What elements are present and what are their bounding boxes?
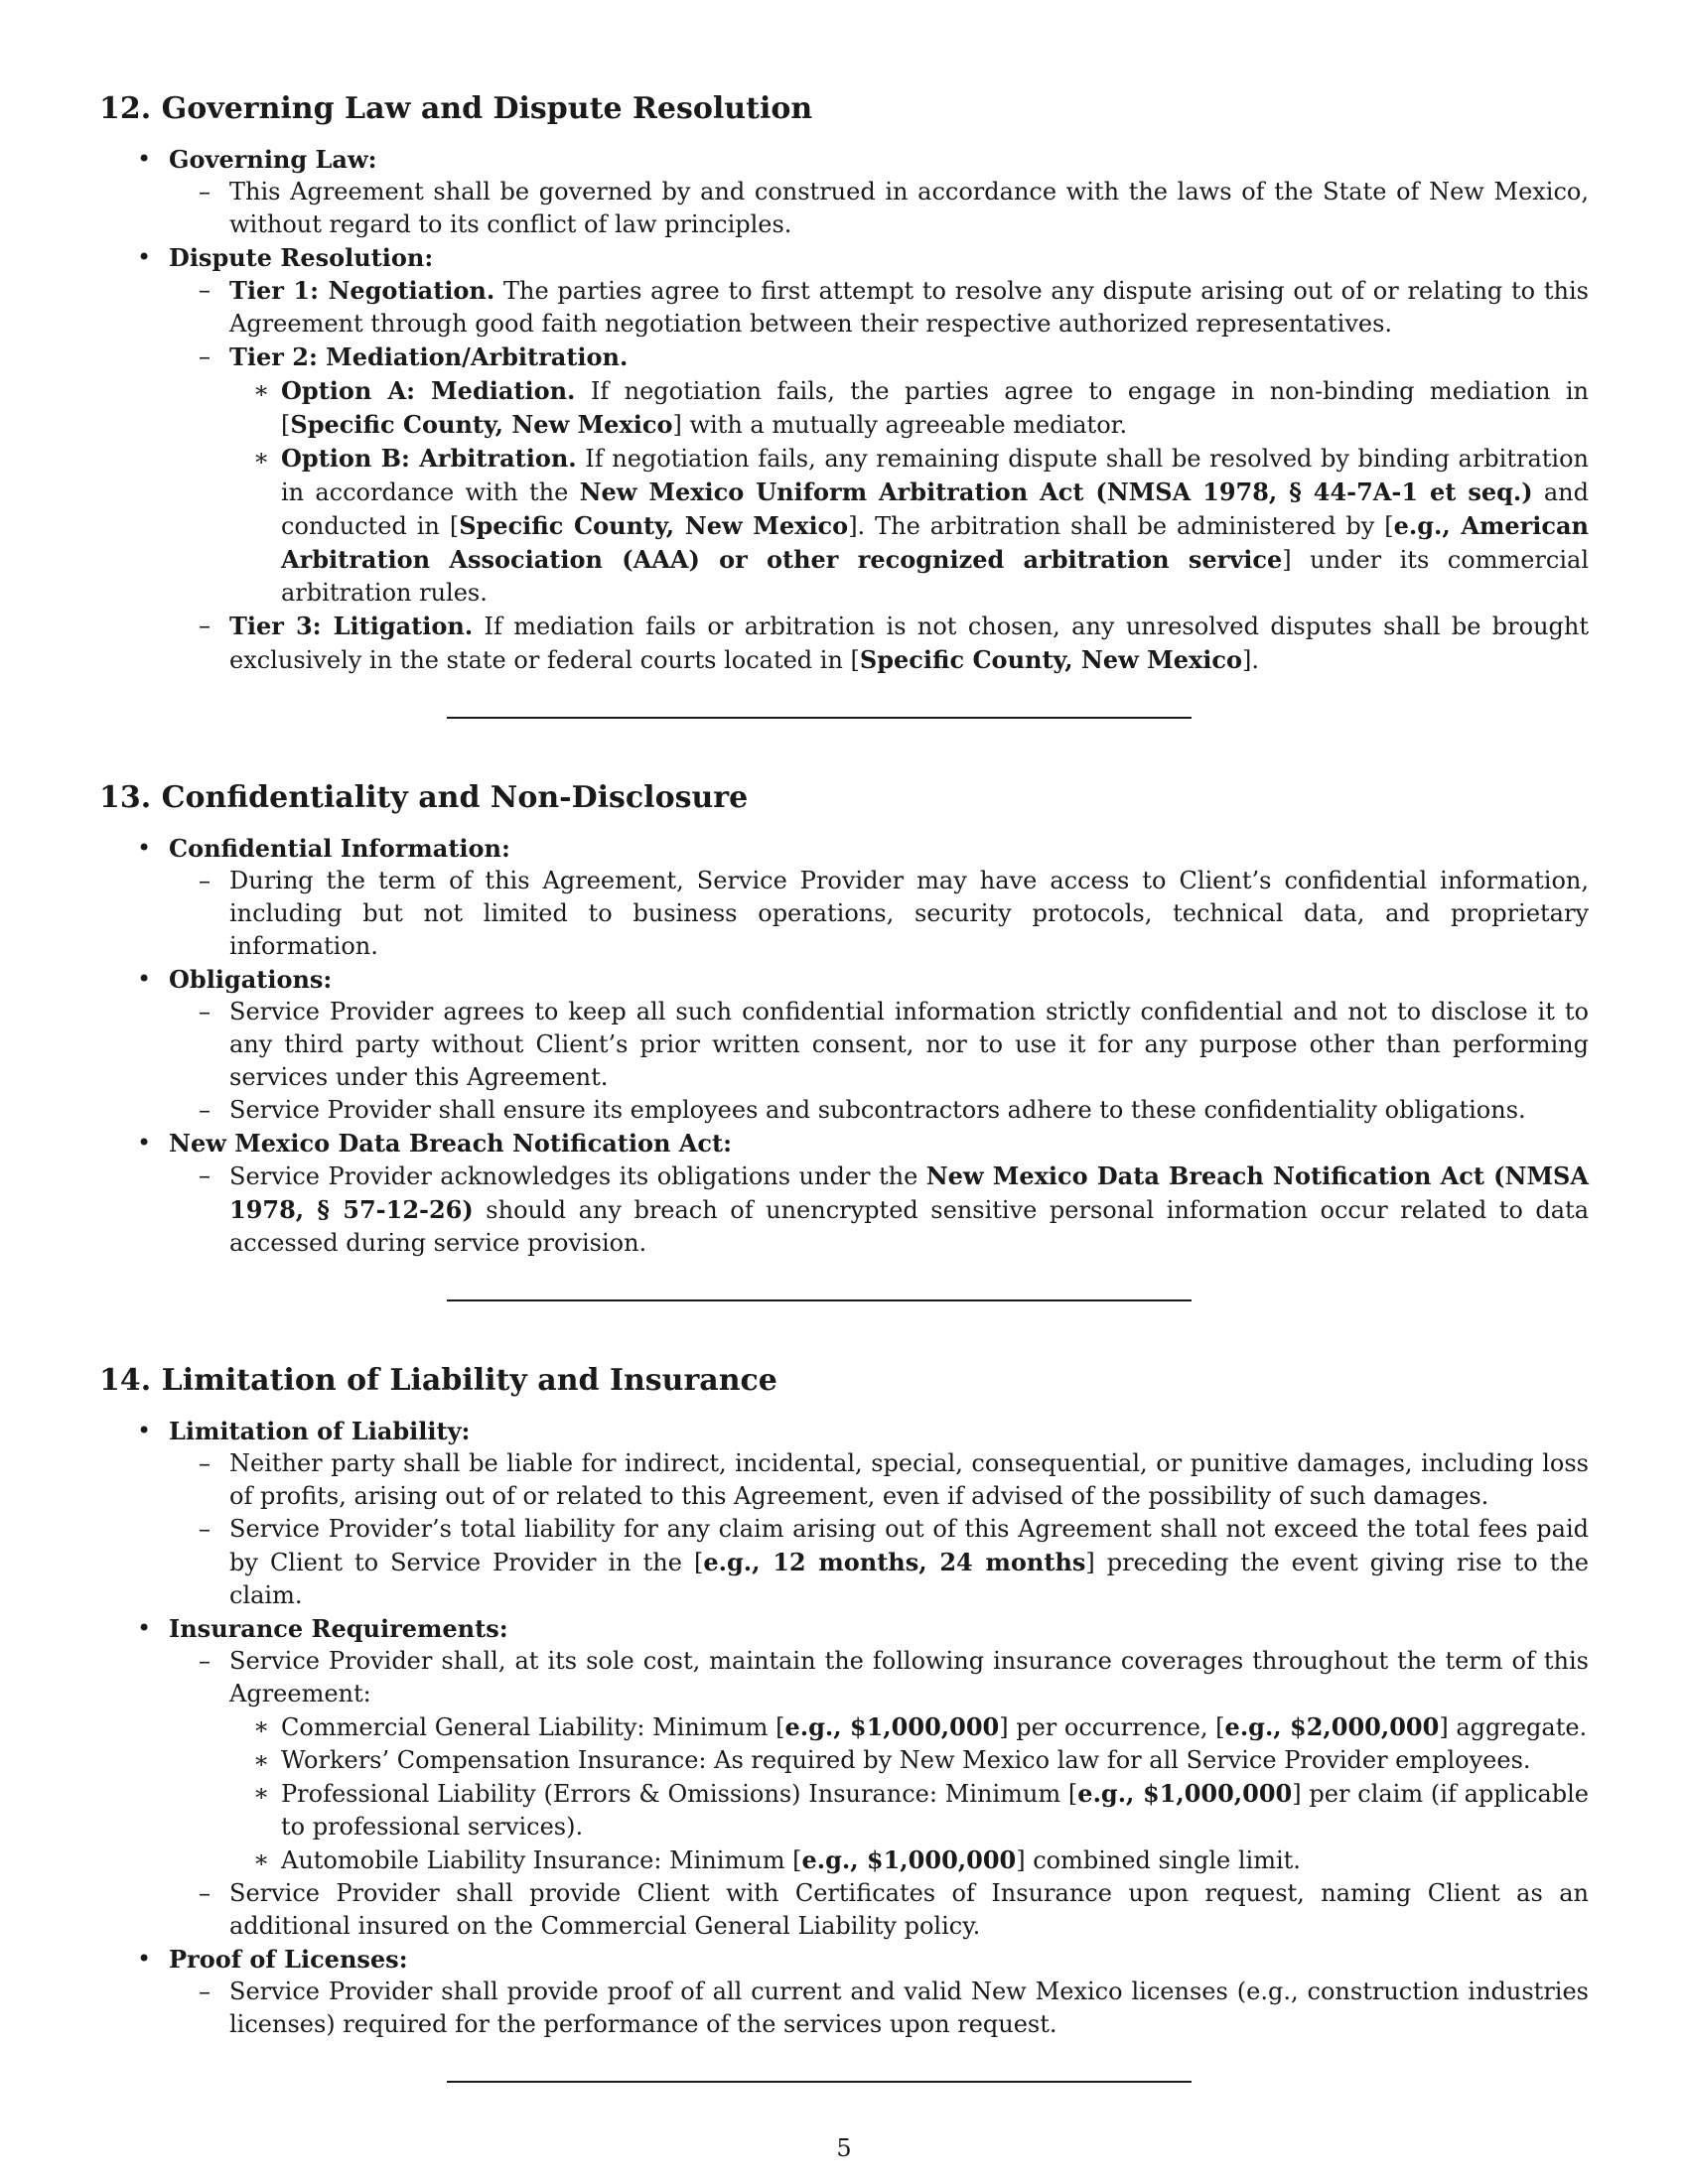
sub-item xyxy=(169,176,1589,241)
statute-reference: New Mexico Uniform Arbitration Act (NMSA 1978, § 44-7A-1 et seq.) xyxy=(579,478,1533,506)
section-title: 12. Governing Law and Dispute Resolution xyxy=(99,91,813,126)
sub-item xyxy=(169,1877,1589,1943)
sub-item xyxy=(169,1447,1589,1513)
item-text: Workers’ Compensation Insurance: As required by New Mexico law for all Service Provider employees. xyxy=(281,1746,1531,1774)
section-13 xyxy=(99,780,1589,1301)
item-text: The parties agree to first attempt to resolve any dispute arising out of or relating to this Agreement through good faith negotiation between their respective authorized representatives. xyxy=(229,277,1589,338)
list-item xyxy=(99,1127,1589,1260)
section-divider xyxy=(447,717,1192,719)
tier-label: Tier 3: Litigation. xyxy=(229,612,474,640)
item-text: ]. The arbitration shall be administered by [ xyxy=(848,512,1394,540)
list-item xyxy=(99,1612,1589,1943)
sub-item xyxy=(169,274,1589,341)
list-item xyxy=(99,963,1589,1127)
coverage-item xyxy=(229,1777,1589,1843)
sub-item xyxy=(169,341,1589,610)
coverage-item xyxy=(229,1710,1589,1744)
item-label: • Insurance Requirements: xyxy=(169,1614,508,1643)
sub-item xyxy=(169,996,1589,1094)
item-text: ] under its commercial arbitration rules. xyxy=(281,546,1589,607)
item-text: If negotiation fails, the parties agree to engage in non-binding mediation in [ xyxy=(281,377,1590,439)
item-text: Commercial General Liability: Minimum [ xyxy=(281,1713,785,1741)
statute-reference: New Mexico Data Breach Notification Act (NMSA 1978, § 57-12-26) xyxy=(229,1161,1589,1224)
page-number: 5 xyxy=(836,2134,852,2162)
item-text: ] aggregate. xyxy=(1439,1713,1588,1741)
placeholder-text: Specific County, New Mexico xyxy=(290,410,673,439)
section-12 xyxy=(99,91,1589,719)
item-text: This Agreement shall be governed by and construed in accordance with the laws of the State of New Mexico, without regard to its conflict of law principles. xyxy=(229,178,1589,238)
item-label: • Proof of Licenses: xyxy=(169,1945,408,1974)
item-text: should any breach of unencrypted sensitive personal information occur related to data accessed during service provision. xyxy=(229,1196,1590,1257)
item-text: Automobile Liability Insurance: Minimum [ xyxy=(281,1846,802,1874)
section-title: 14. Limitation of Liability and Insurance xyxy=(99,1363,777,1398)
option-label: Option A: Mediation. xyxy=(281,376,576,405)
section-title: 13. Confidentiality and Non-Disclosure xyxy=(99,780,749,815)
option-item xyxy=(229,442,1589,610)
item-text: ] per claim (if applicable to professional services). xyxy=(281,1780,1590,1841)
option-item xyxy=(229,374,1589,442)
list-item xyxy=(99,1415,1589,1612)
placeholder-text: e.g., $2,000,000 xyxy=(1224,1712,1440,1741)
list-item xyxy=(99,832,1589,963)
item-text: Service Provider shall provide Client with Certificates of Insurance upon request, naming Client as an additional insured on the Commercial General Liability policy. xyxy=(229,1879,1589,1940)
list-item xyxy=(99,143,1589,241)
tier-label: Tier 1: Negotiation. xyxy=(229,276,495,305)
item-label: • Confidential Information: xyxy=(169,834,510,863)
item-text: Service Provider agrees to keep all such confidential information strictly confidential and not to disclose it to any third party without Client’s prior written consent, nor to use it for any purpose other than performing services under this Agreement. xyxy=(229,998,1589,1091)
sub-item xyxy=(169,1160,1589,1260)
item-text: If mediation fails or arbitration is not chosen, any unresolved disputes shall be brought exclusively in the state or federal courts located in [ xyxy=(229,613,1590,674)
placeholder-text: e.g., $1,000,000 xyxy=(784,1712,1000,1741)
item-text: Service Provider shall, at its sole cost, maintain the following insurance coverages throughout the term of this Agreement: xyxy=(229,1647,1589,1707)
placeholder-text: e.g., $1,000,000 xyxy=(1077,1779,1293,1808)
item-label: • Limitation of Liability: xyxy=(169,1417,471,1445)
sub-item xyxy=(169,1513,1589,1612)
list-item xyxy=(99,1943,1589,2041)
option-label: Option B: Arbitration. xyxy=(281,444,577,473)
placeholder-text: e.g., 12 months, 24 months xyxy=(703,1548,1086,1576)
sub-item xyxy=(169,865,1589,963)
item-text: and conducted in [ xyxy=(281,478,1589,540)
item-text: ] with a mutually agreeable mediator. xyxy=(672,411,1128,439)
item-text: ] combined single limit. xyxy=(1016,1846,1301,1874)
item-text: ] per occurrence, [ xyxy=(999,1713,1225,1741)
coverage-item xyxy=(229,1744,1589,1777)
placeholder-text: e.g., American Arbitration Association (AAA) or other recognized arbitration service xyxy=(281,511,1589,574)
sub-item xyxy=(169,1645,1589,1877)
item-text: Service Provider acknowledges its obligations under the xyxy=(229,1162,926,1190)
section-14 xyxy=(99,1363,1589,2083)
coverage-item xyxy=(229,1843,1589,1877)
item-text: ]. xyxy=(1242,646,1260,674)
item-text: Professional Liability (Errors & Omissions) Insurance: Minimum [ xyxy=(281,1780,1078,1808)
item-text: Service Provider shall provide proof of all current and valid New Mexico licenses (e.g., construction industries licenses) required for the performance of the services upon request. xyxy=(229,1978,1589,2038)
document-page xyxy=(99,91,1589,2144)
placeholder-text: e.g., $1,000,000 xyxy=(801,1845,1017,1874)
item-label: • Dispute Resolution: xyxy=(169,243,434,272)
sub-item xyxy=(169,610,1589,677)
item-text: During the term of this Agreement, Service Provider may have access to Client’s confidential information, including but not limited to business operations, security protocols, technical data, and proprietary information. xyxy=(229,867,1589,960)
item-label: • Governing Law: xyxy=(169,145,377,174)
section-divider xyxy=(447,2081,1192,2083)
sub-item xyxy=(169,1094,1589,1127)
list-item xyxy=(99,241,1589,677)
section-divider xyxy=(447,1299,1192,1301)
item-label: • Obligations: xyxy=(169,965,333,994)
item-text: If negotiation fails, any remaining dispute shall be resolved by binding arbitration in accordance with the xyxy=(281,445,1589,506)
item-text: Neither party shall be liable for indirect, incidental, special, consequential, or punitive damages, including loss of profits, arising out of or related to this Agreement, even if advised of the possibility of such damages. xyxy=(229,1449,1589,1510)
placeholder-text: Specific County, New Mexico xyxy=(459,511,849,540)
item-text: ] preceding the event giving rise to the claim. xyxy=(229,1549,1589,1609)
sub-item xyxy=(169,1976,1589,2041)
tier-label: Tier 2: Mediation/Arbitration. xyxy=(229,342,629,371)
placeholder-text: Specific County, New Mexico xyxy=(859,645,1243,674)
item-label: • New Mexico Data Breach Notification Act: xyxy=(169,1129,732,1158)
item-text: Service Provider’s total liability for any claim arising out of this Agreement shall not exceed the total fees paid by Client to Service Provider in the [ xyxy=(229,1515,1589,1576)
item-text: Service Provider shall ensure its employees and subcontractors adhere to these confidentiality obligations. xyxy=(229,1096,1526,1124)
